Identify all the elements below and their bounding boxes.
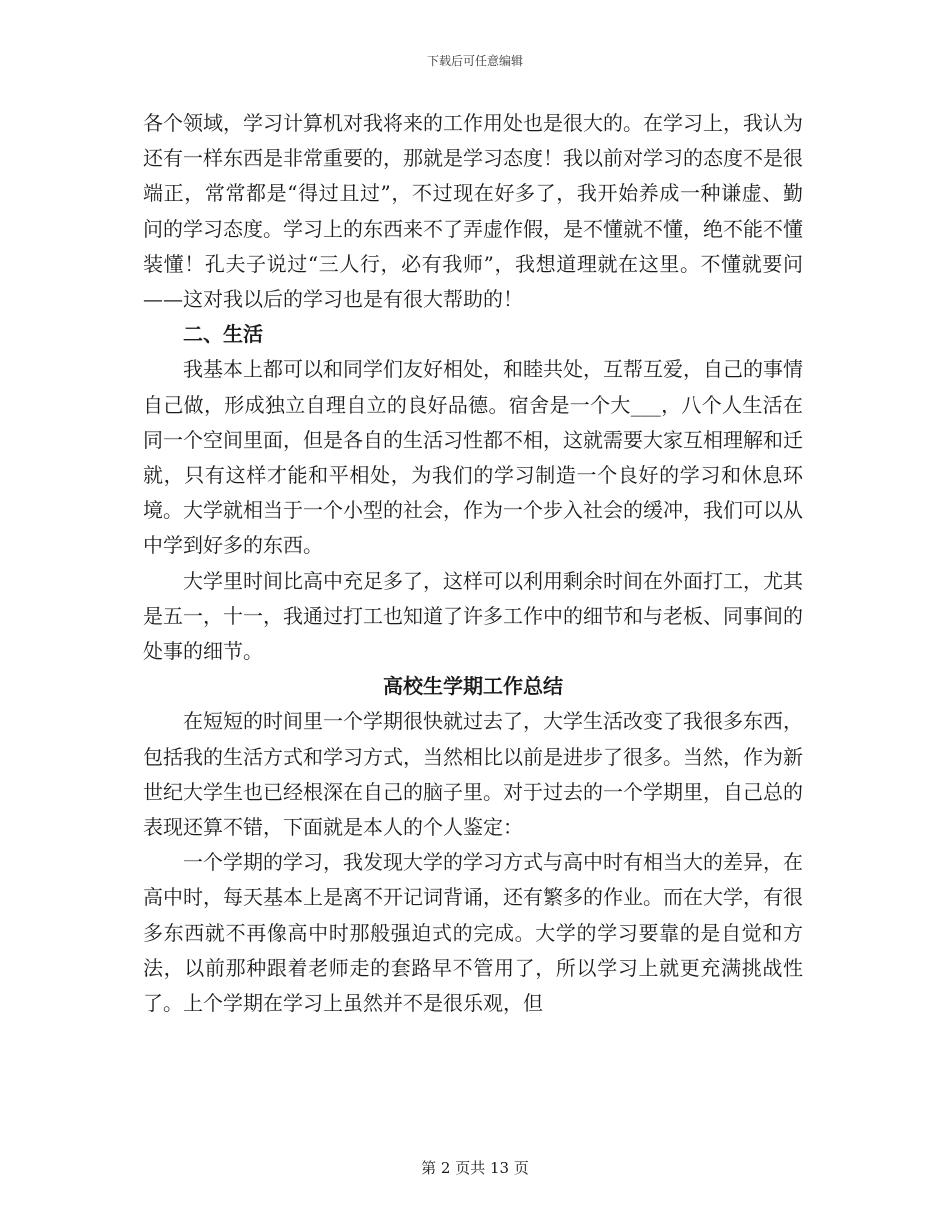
paragraph-dorm-life: 我基本上都可以和同学们友好相处，和睦共处，互帮互爱，自己的事情自己做，形成独立自理自立的良好品德。宿舍是一个大___，八个人生活在同一个空间里面，但是各自的生活习性都不相，这就需要大家互相理解和迁就，只有这样才能和平相处，为我们的学习制造一个良好的学习和休息环境。大学就相当于一个小型的社会，作为一个步入社会的缓冲，我们可以从中学到好多的东西。 (143, 357, 803, 558)
page-number: 第 2 页共 13 页 (421, 1159, 529, 1177)
page-header-note: 下载后可任意编辑 (426, 54, 523, 68)
paragraph-part-time-work: 大学里时间比高中充足多了，这样可以利用剩余时间在外面打工，尤其是五一，十一，我通过打工也知道了许多工作中的细节和与老板、同事间的处事的细节。 (143, 568, 803, 664)
section-heading-life: 二、生活 (183, 322, 263, 347)
document-body (143, 106, 803, 1021)
paragraph-study-method: 一个学期的学习，我发现大学的学习方式与高中时有相当大的差异，在高中时，每天基本上是离不开记词背诵，还有繁多的作业。而在大学，有很多东西就不再像高中时那般强迫式的完成。大学的学习要靠的是自觉和方法，以前那种跟着老师走的套路早不管用了，所以学习上就更充满挑战性了。上个学期在学习上虽然并不是很乐观，但 (143, 850, 803, 1016)
document-title: 高校生学期工作总结 (383, 674, 563, 699)
paragraph-study-attitude: 各个领域，学习计算机对我将来的工作用处也是很大的。在学习上，我认为还有一样东西是非常重要的，那就是学习态度！我以前对学习的态度不是很端正，常常都是“得过且过”，不过现在好多了，我开始养成一种谦虚、勤问的学习态度。学习上的东西来不了弄虚作假，是不懂就不懂，绝不能不懂装懂！孔夫子说过“三人行，必有我师”，我想道理就在这里。不懂就要问——这对我以后的学习也是有很大帮助的！ (143, 111, 803, 312)
paragraph-semester-intro: 在短短的时间里一个学期很快就过去了，大学生活改变了我很多东西，包括我的生活方式和学习方式，当然相比以前是进步了很多。当然，作为新世纪大学生也已经根深在自己的脑子里。对于过去的一个学期里，自己总的表现还算不错，下面就是本人的个人鉴定： (143, 709, 803, 840)
